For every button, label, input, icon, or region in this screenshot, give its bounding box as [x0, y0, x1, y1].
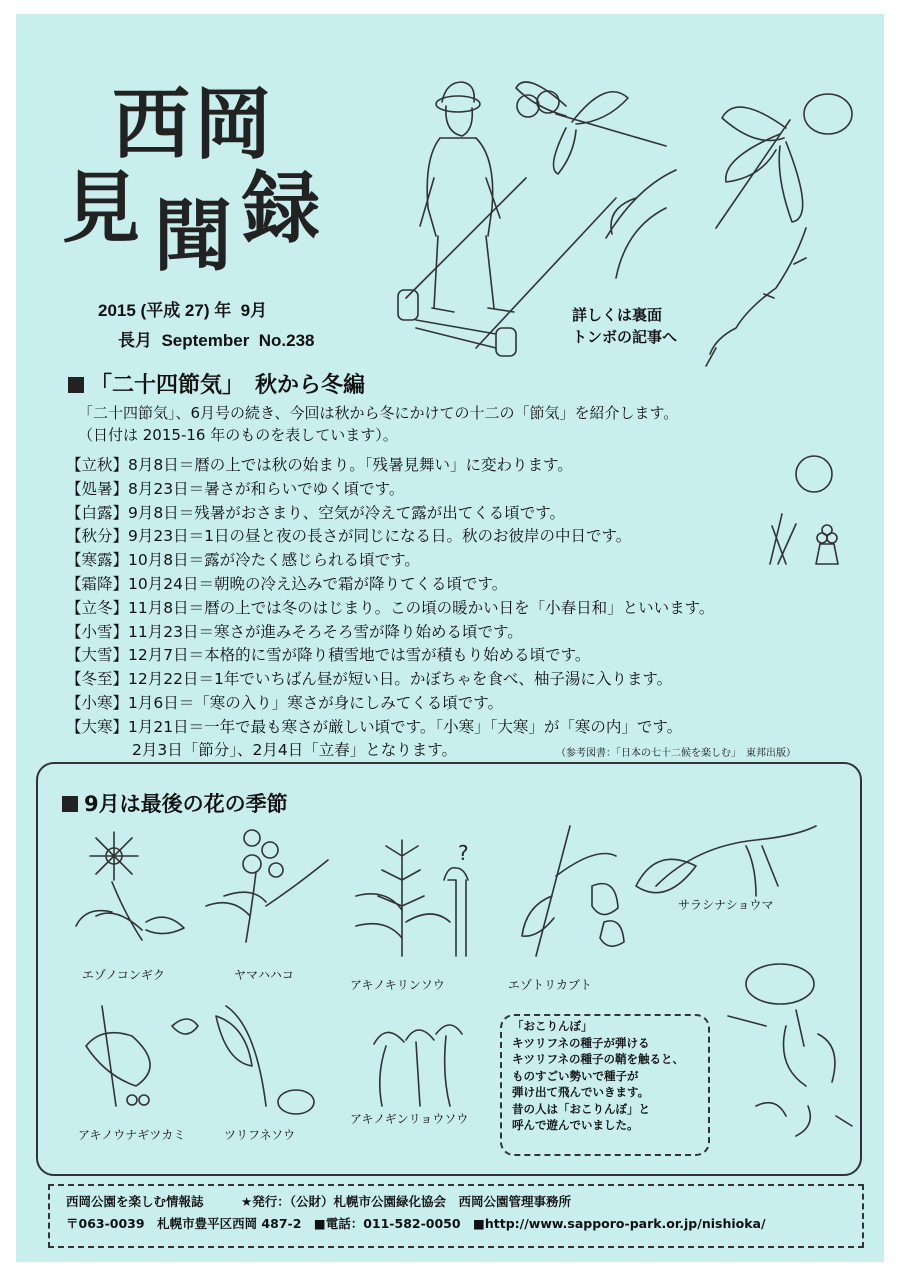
sekki-text: 11月8日＝暦の上では冬のはじまり。この頃の暖かい日を「小春日和」といいます。 — [128, 598, 715, 617]
sekki-text: 10月24日＝朝晩の冷え込みで霜が降りてくる頃です。 — [128, 574, 508, 593]
footer-publisher: 西岡公園を楽しむ情報誌 ★発行：（公財）札幌市公園緑化協会 西岡公園管理事務所 — [66, 1194, 571, 1209]
intro-line: （日付は 2015-16 年のものを表しています）。 — [78, 426, 398, 444]
okorinbo-line: 昔の人は「おこりんぼ」と — [512, 1101, 650, 1116]
sekki-item — [66, 573, 856, 597]
sekki-text: 9月23日＝1日の昼と夜の長さが同じになる日。秋のお彼岸の中日です。 — [128, 527, 632, 546]
sekki-item — [66, 644, 856, 668]
sekki-item — [66, 525, 856, 549]
section-heading-sekki — [68, 368, 365, 399]
yamahahako-drawing — [206, 830, 328, 942]
okorinbo-line: 弾け出て飛んでいきます。 — [512, 1085, 650, 1099]
title-char: 岡 — [194, 80, 273, 170]
plant-label: エゾノコンギク — [82, 968, 165, 982]
title-char: 聞 — [154, 192, 233, 282]
sekki-text: 9月8日＝残暑がおさまり、空気が冷えて露が出てくる頃です。 — [128, 503, 566, 522]
section-intro — [78, 402, 678, 446]
ezotorikabuto-drawing — [522, 826, 624, 956]
reference-note: （参考図書：「日本の七十二候を楽しむ」 東邦出版） — [556, 748, 796, 759]
title-char: 見 — [62, 164, 141, 254]
akinounagitsukami-drawing — [86, 1006, 198, 1106]
sarashinashouma-drawing — [636, 826, 816, 896]
issue-number: 長月 September No.238 — [118, 331, 315, 350]
sekki-name: 【冬至】 — [66, 670, 129, 689]
sekki-name: 【大雪】 — [66, 646, 129, 665]
okorinbo-text — [512, 1018, 684, 1134]
sekki-text: 12月7日＝本格的に雪が降り積雪地では雪が積もり始める頃です。 — [128, 646, 591, 665]
sekki-name: 【処暑】 — [66, 479, 129, 498]
okorinbo-line: ものすごい勢いで種子が — [512, 1068, 639, 1083]
sekki-name: 【秋分】 — [66, 527, 129, 546]
setsubun-line: 2月3日「節分」、2月4日「立春」となります。 — [132, 741, 457, 759]
sekki-item — [66, 549, 856, 573]
sekki-name: 【小雪】 — [66, 622, 129, 641]
akinoginryousou-drawing — [374, 1025, 462, 1106]
sekki-name: 【寒露】 — [66, 551, 129, 570]
okorinbo-line: キツリフネの種子が弾ける — [512, 1035, 650, 1050]
plant-label: アキノギンリョウソウ — [350, 1112, 469, 1126]
illustration-caption — [572, 304, 677, 348]
sekki-text: 12月22日＝1年でいちばん昼が短い日。かぼちゃを食べ、柚子湯に入ります。 — [128, 670, 673, 689]
svg-text:?: ? — [458, 841, 469, 865]
akinokirinsou-drawing — [356, 840, 469, 956]
okorinbo-line: 「おこりんぼ」 — [512, 1019, 593, 1033]
okorinbo-line: 呼んで遊んでいました。 — [512, 1118, 639, 1132]
sekki-item — [66, 454, 856, 478]
sekki-item — [66, 692, 856, 716]
plant-label: サラシナショウマ — [678, 898, 774, 912]
square-bullet-icon — [62, 796, 78, 812]
square-bullet-icon — [68, 377, 84, 393]
section-heading-text: 9月は最後の花の季節 — [84, 792, 288, 816]
sekki-text: 1月21日＝一年で最も寒さが厳しい頃です。「小寒」「大寒」が「寒の内」です。 — [128, 717, 683, 736]
tsurifunesou-drawing — [216, 1006, 314, 1114]
sekki-text: 1月6日＝「寒の入り」寒さが身にしみてくる頃です。 — [128, 693, 504, 712]
caption-line: トンボの記事へ — [572, 328, 678, 346]
moon-viewing-illustration — [756, 454, 846, 574]
sekki-name: 【立秋】 — [66, 456, 129, 474]
plant-label: ツリフネソウ — [224, 1128, 296, 1142]
sekki-item — [66, 597, 856, 621]
sekki-item — [66, 668, 856, 692]
sekki-name: 【白露】 — [66, 503, 129, 522]
section-heading-flowers — [62, 788, 288, 818]
newsletter-page — [16, 14, 884, 1262]
plant-label: ヤマハハコ — [234, 968, 294, 982]
issue-date: 2015 (平成 27) 年 9月 — [98, 301, 268, 320]
sekki-item — [66, 478, 856, 502]
sekki-item — [66, 502, 856, 526]
title-char: 録 — [242, 164, 321, 254]
kitsurifune-drawing — [728, 964, 852, 1136]
sekki-text: 8月23日＝暑さが和らいでゆく頃です。 — [128, 479, 405, 498]
sekki-text: 8月8日＝暦の上では秋の始まり。「残暑見舞い」に変わります。 — [128, 456, 573, 474]
ezonokongiku-drawing — [76, 832, 184, 940]
footer-contact: 〒063-0039 札幌市豊平区西岡 487-2 ■電話：011-582-0050 ■http://www.sapporo-park.or.jp/nishioka/ — [66, 1216, 766, 1231]
sekki-name: 【霜降】 — [66, 574, 129, 593]
sekki-list — [66, 454, 856, 740]
caption-line: 詳しくは裏面 — [572, 306, 663, 324]
sekki-name: 【立冬】 — [66, 598, 129, 617]
plant-label: アキノキリンソウ — [350, 978, 445, 992]
sekki-text: 10月8日＝露が冷たく感じられる頃です。 — [128, 551, 420, 570]
sekki-name: 【大寒】 — [66, 717, 129, 736]
sekki-name: 【小寒】 — [66, 693, 129, 712]
sekki-item — [66, 621, 856, 645]
section-heading-text: 「二十四節気」 秋から冬編 — [90, 373, 366, 398]
sekki-text: 11月23日＝寒さが進みそろそろ雪が降り始める頃です。 — [128, 622, 523, 641]
plant-label: アキノウナギツカミ — [78, 1128, 186, 1142]
title-char: 西 — [112, 80, 191, 170]
sekki-item — [66, 716, 856, 740]
plant-label: エゾトリカブト — [508, 978, 592, 992]
intro-line: 「二十四節気」、6月号の続き、今回は秋から冬にかけての十二の「節気」を紹介します。 — [78, 404, 679, 422]
okorinbo-line: キツリフネの種子の鞘を触ると、 — [512, 1052, 685, 1066]
